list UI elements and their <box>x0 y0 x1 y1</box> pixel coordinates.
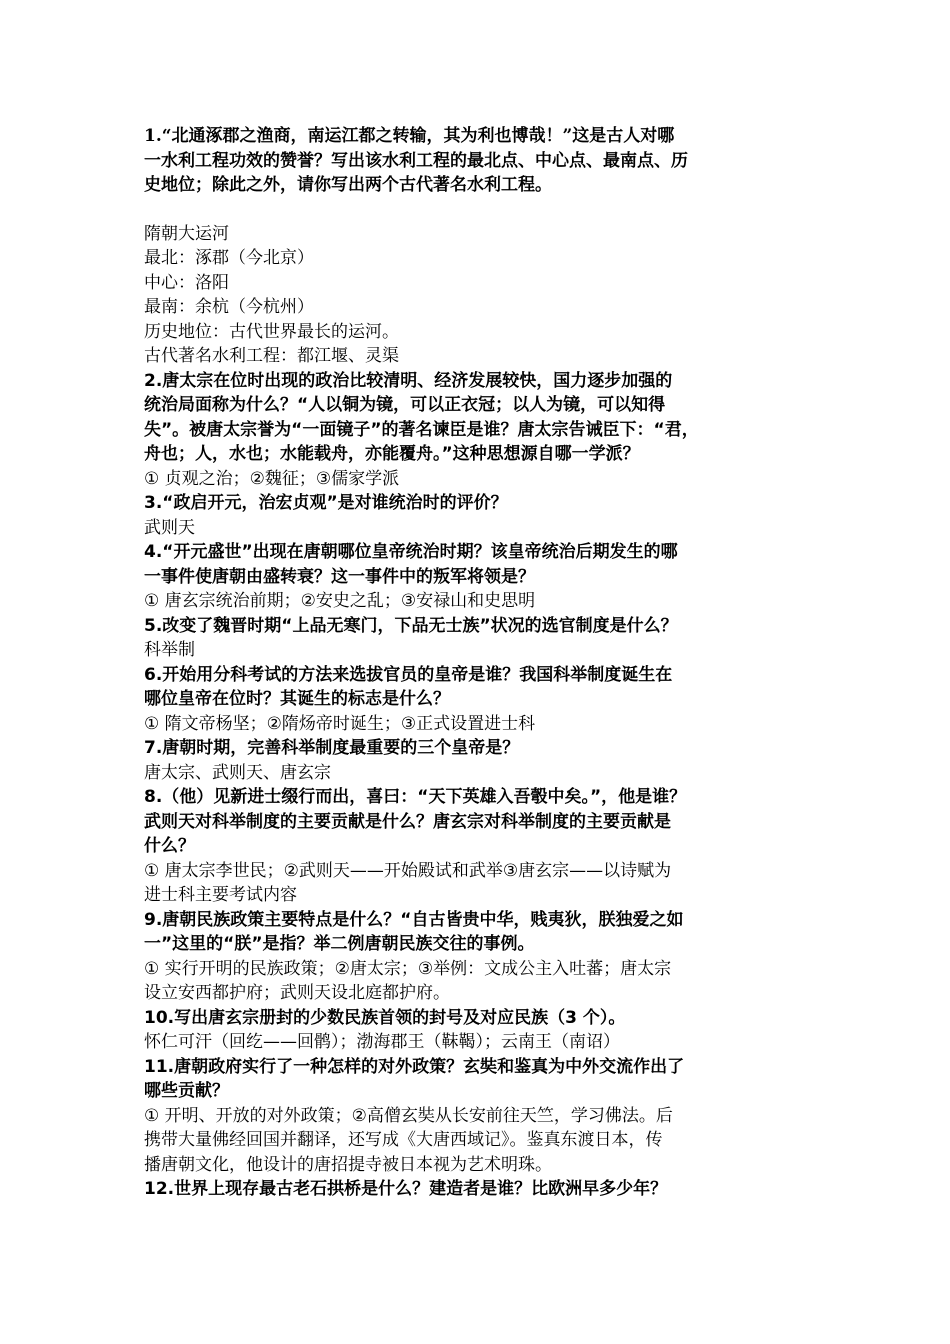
answer-line: ① 开明、开放的对外政策；②高僧玄奘从长安前往天竺，学习佛法。后 <box>144 1105 673 1126</box>
answer-10 <box>144 1030 808 1055</box>
answer-1-line: 古代著名水利工程：都江堰、灵渠 <box>144 346 399 366</box>
answer-6 <box>144 712 808 737</box>
question-line: 6.开始用分科考试的方法来选拔官员的皇帝是谁？我国科举制度诞生在 <box>144 664 673 685</box>
question-4 <box>144 540 808 589</box>
question-line: 4.“开元盛世”出现在唐朝哪位皇帝统治时期？该皇帝统治后期发生的哪 <box>144 542 678 562</box>
answer-2 <box>144 467 808 492</box>
question-line: 舟也；人，水也；水能载舟，亦能覆舟。”这种思想源自哪一学派？ <box>144 444 640 464</box>
question-8 <box>144 785 808 859</box>
question-line: 哪位皇帝在位时？其诞生的标志是什么？ <box>144 689 450 709</box>
question-2 <box>144 369 808 467</box>
answer-1-line: 最南：余杭（今杭州） <box>144 297 314 317</box>
question-3 <box>144 491 808 516</box>
question-5 <box>144 614 808 639</box>
question-line: 2.唐太宗在位时出现的政治比较清明、经济发展较快，国力逐步加强的 <box>144 370 673 391</box>
answer-1-line: 最北：涿郡（今北京） <box>144 248 314 268</box>
answer-5 <box>144 638 808 663</box>
answer-3 <box>144 516 808 541</box>
question-line: 9.唐朝民族政策主要特点是什么？“自古皆贵中华，贱夷狄，朕独爱之如 <box>144 909 684 930</box>
answer-line: ① 实行开明的民族政策；②唐太宗；③举例：文成公主入吐蕃；唐太宗 <box>144 958 672 979</box>
question-line: 3.“政启开元，治宏贞观”是对谁统治时的评价？ <box>144 493 508 513</box>
document-page <box>144 124 808 1202</box>
question-12 <box>144 1177 808 1202</box>
question-line: 什么？ <box>144 836 195 856</box>
question-line: 哪些贡献？ <box>144 1081 229 1101</box>
answer-1-line: 隋朝大运河 <box>144 223 229 244</box>
answer-line: ① 隋文帝杨坚；②隋炀帝时诞生；③正式设置进士科 <box>144 713 536 734</box>
question-11 <box>144 1055 808 1104</box>
answer-11 <box>144 1104 808 1178</box>
question-line: 5.改变了魏晋时期“上品无寒门，下品无士族”状况的选官制度是什么？ <box>144 615 678 636</box>
question-line: 武则天对科举制度的主要贡献是什么？唐玄宗对科举制度的主要贡献是 <box>144 811 671 832</box>
answer-line: 科举制 <box>144 640 195 660</box>
question-line: 8.（他）见新进士缀行而出，喜曰：“天下英雄入吾彀中矣。”，他是谁？ <box>144 787 687 807</box>
answer-line: ① 贞观之治；②魏征；③儒家学派 <box>144 468 400 489</box>
question-line: 10.写出唐玄宗册封的少数民族首领的封号及对应民族（3 个）。 <box>144 1007 626 1028</box>
answer-line: 怀仁可汗（回纥——回鹘）；渤海郡王（靺鞨）；云南王（南诏） <box>144 1032 620 1052</box>
answer-1 <box>144 222 808 369</box>
answer-line: 播唐朝文化，他设计的唐招提寺被日本视为艺术明珠。 <box>144 1154 552 1175</box>
question-10 <box>144 1006 808 1031</box>
answer-9 <box>144 957 808 1006</box>
answer-1-line: 中心：洛阳 <box>144 272 229 293</box>
answer-line: 进士科主要考试内容 <box>144 885 297 905</box>
answer-8 <box>144 859 808 908</box>
question-7 <box>144 736 808 761</box>
answer-line: 武则天 <box>144 517 195 538</box>
answer-line: ① 唐太宗李世民；②武则天——开始殿试和武举③唐玄宗——以诗赋为 <box>144 860 672 881</box>
question-line: 一”这里的“朕”是指？举二例唐朝民族交往的事例。 <box>144 934 535 954</box>
question-9 <box>144 908 808 957</box>
question-line: 失”。被唐太宗誉为“一面镜子”的著名谏臣是谁？唐太宗告诫臣下：“君， <box>144 419 699 440</box>
answer-4 <box>144 589 808 614</box>
question-1 <box>144 124 808 198</box>
answer-line: 携带大量佛经回国并翻译，还写成《大唐西域记》。鉴真东渡日本，传 <box>144 1130 663 1150</box>
answer-1-line: 历史地位：古代世界最长的运河。 <box>144 321 399 342</box>
answer-line: 设立安西都护府；武则天设北庭都护府。 <box>144 983 450 1003</box>
question-1-line: 1.“北通涿郡之渔商，南运江都之转输，其为利也博哉！”这是古人对哪 <box>144 126 675 146</box>
qa-list <box>144 369 808 1202</box>
question-line: 11.唐朝政府实行了一种怎样的对外政策？玄奘和鉴真为中外交流作出了 <box>144 1056 685 1077</box>
question-line: 12.世界上现存最古老石拱桥是什么？建造者是谁？比欧洲早多少年？ <box>144 1179 668 1199</box>
question-1-line: 一水利工程功效的赞誉？写出该水利工程的最北点、中心点、最南点、历 <box>144 150 688 171</box>
answer-line: 唐太宗、武则天、唐玄宗 <box>144 762 331 783</box>
answer-7 <box>144 761 808 786</box>
question-6 <box>144 663 808 712</box>
question-line: 7.唐朝时期，完善科举制度最重要的三个皇帝是？ <box>144 738 520 758</box>
question-line: 一事件使唐朝由盛转衰？这一事件中的叛军将领是？ <box>144 566 535 587</box>
answer-line: ① 唐玄宗统治前期；②安史之乱；③安禄山和史思明 <box>144 591 536 611</box>
question-1-line: 史地位；除此之外，请你写出两个古代著名水利工程。 <box>144 175 552 195</box>
question-line: 统治局面称为什么？“人以铜为镜，可以正衣冠；以人为镜，可以知得 <box>144 395 666 415</box>
